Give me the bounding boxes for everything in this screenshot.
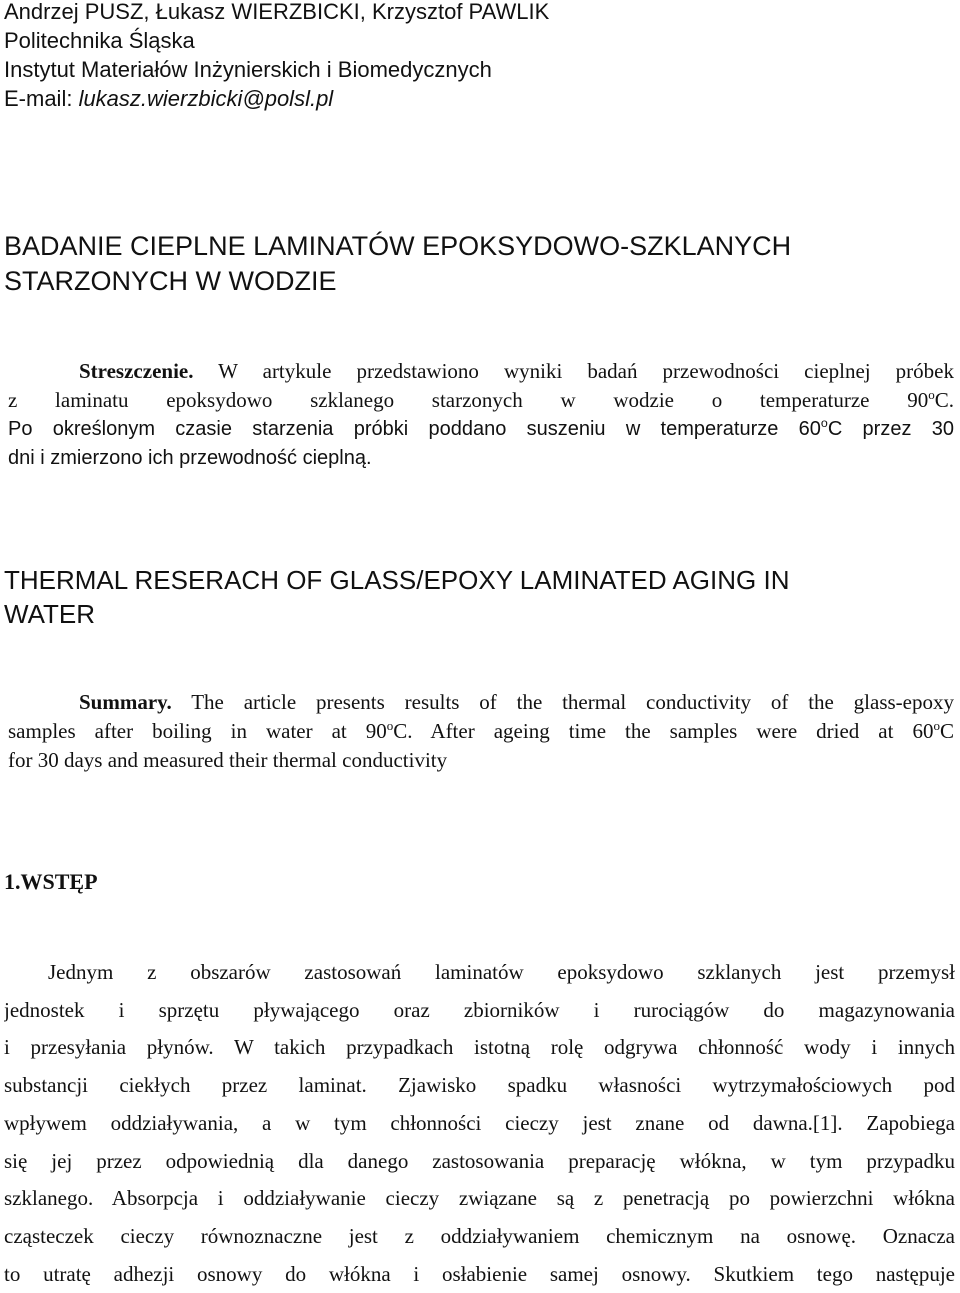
degree-superscript: o: [820, 415, 828, 430]
author-block: [4, 0, 904, 113]
abstract-polish: [8, 357, 954, 473]
abstract-english-line-2: [8, 717, 954, 746]
abstract-english-text-2c: C: [939, 719, 954, 743]
title-english: [4, 563, 944, 631]
abstract-english-text-2a: samples after boiling in water at 90: [8, 719, 387, 743]
author-names: Andrzej PUSZ, Łukasz WIERZBICKI, Krzysztof PAWLIK: [4, 0, 550, 24]
body-line: i przesyłania płynów. W takich przypadkach istotną rolę odgrywa chłonność wody i innych: [4, 1035, 955, 1060]
abstract-polish-line-1: [8, 357, 954, 386]
body-line: Jednym z obszarów zastosowań laminatów epoksydowo szklanych jest przemysł: [48, 960, 955, 984]
abstract-polish-text-2b: C.: [934, 388, 954, 412]
body-line: substancji ciekłych przez laminat. Zjawisko spadku własności wytrzymałościowych pod: [4, 1073, 955, 1098]
title-english-line-1: THERMAL RESERACH OF GLASS/EPOXY LAMINATED AGING IN: [4, 565, 790, 595]
title-polish-line-2: STARZONYCH W WODZIE: [4, 266, 337, 296]
body-line: cząsteczek cieczy równoznaczne jest z oddziaływaniem chemicznym na osnowę. Oznacza: [4, 1223, 955, 1248]
body-line: wpływem oddziaływania, a w tym chłonności cieczy jest znane od dawna.[1]. Zapobiega: [4, 1110, 955, 1135]
body-line: szklanego. Absorpcja i oddziaływanie cieczy związane są z penetracją po powierzchni włókna: [4, 1186, 955, 1211]
institute-name: Instytut Materiałów Inżynierskich i Biomedycznych: [4, 57, 492, 82]
abstract-polish-text-2a: z laminatu epoksydowo szklanego starzonych w wodzie o temperaturze 90: [8, 388, 929, 412]
abstract-english-text-1: The article presents results of the thermal conductivity of the glass-epoxy: [171, 690, 954, 714]
title-polish: [4, 229, 944, 299]
degree-superscript: o: [933, 717, 940, 733]
abstract-polish-text-1: W artykule przedstawiono wyniki badań przewodności cieplnej próbek: [193, 359, 954, 383]
abstract-english-label: Summary.: [79, 690, 172, 714]
degree-superscript: o: [928, 386, 935, 402]
abstract-polish-line-4: dni i zmierzono ich przewodność cieplną.: [8, 447, 372, 469]
email-line: [4, 84, 904, 113]
abstract-polish-label: Streszczenie.: [79, 359, 194, 383]
title-polish-line-1: BADANIE CIEPLNE LAMINATÓW EPOKSYDOWO-SZKLANYCH: [4, 231, 792, 261]
email-label: E-mail:: [4, 86, 79, 111]
abstract-english: [8, 688, 954, 775]
abstract-polish-text-3b: C przez 30: [827, 418, 954, 440]
abstract-polish-text-3a: Po określonym czasie starzenia próbki poddano suszeniu w temperaturze 60: [8, 418, 821, 440]
email-address: lukasz.wierzbicki@polsl.pl: [78, 86, 334, 111]
abstract-english-line-1: [8, 688, 954, 717]
abstract-english-line-3: for 30 days and measured their thermal conductivity: [8, 748, 448, 772]
title-english-line-2: WATER: [4, 599, 95, 629]
body-line: to utratę adhezji osnowy do włókna i osłabienie samej osnowy. Skutkiem tego następuje: [4, 1261, 955, 1286]
university-name: Politechnika Śląska: [4, 28, 195, 53]
section-heading: 1.WSTĘP: [4, 869, 98, 894]
body-line: się jej przez odpowiednią dla danego zastosowania preparację włókna, w tym przypadku: [4, 1148, 955, 1173]
abstract-polish-line-3: [8, 415, 954, 444]
body-line: jednostek i sprzętu pływającego oraz zbiorników i rurociągów do magazynowania: [4, 997, 955, 1022]
abstract-english-text-2b: C. After ageing time the samples were dried at 60: [393, 719, 934, 743]
degree-superscript: o: [386, 717, 394, 733]
body-paragraph: [4, 954, 955, 1293]
abstract-polish-line-2: [8, 386, 954, 415]
